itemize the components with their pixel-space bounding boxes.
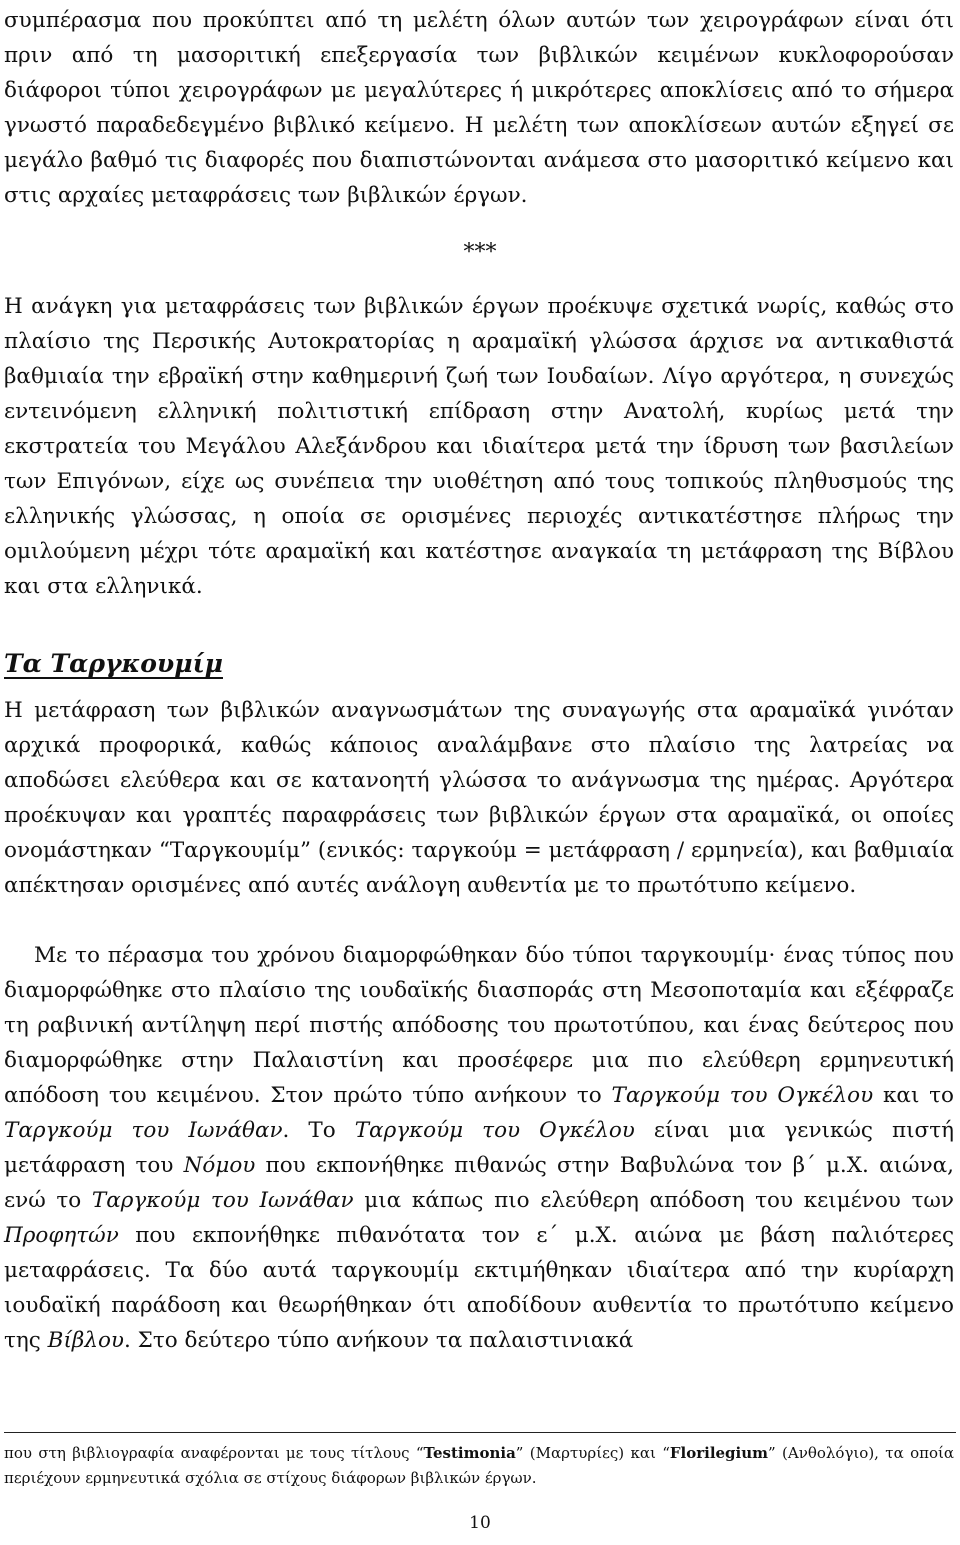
text-run: είναι μια γενικώς πιστή μετάφραση του [4, 1118, 954, 1178]
section-heading: Τα Ταργκουμίμ [4, 649, 223, 678]
italic-title-onkelos: Ταργκούμ του Ογκέλου [354, 1118, 635, 1143]
italic-title-jonathan: Ταργκούμ του Ιωνάθαν [91, 1188, 354, 1213]
text-run: μια κάπως πιο ελεύθερη απόδοση του κειμένου των [353, 1188, 955, 1213]
paragraph-targum-origin: Η μετάφραση των βιβλικών αναγνωσμάτων της συναγωγής στα αραμαϊκά γινόταν αρχικά προφορικά, καθώς κάποιος αναλάμβανε στο πλαίσιο της λατρείας να αποδώσει ελεύθερα και σε κατανοητή γλώσσα το ανάγνωσμα της ημέρας. Αργότερα προέκυψαν και γραπτές παραφράσεις των βιβλικών έργων στα αραμαϊκά, οι οποίες ονομάστηκαν “Ταργκουμίμ” (ενικός: ταργκούμ = μετάφραση / ερμηνεία), και βαθμιαία απέκτησαν ορισμένες από αυτές ανάλογη αυθεντία με το πρωτότυπο κείμενο. [4, 698, 954, 898]
footnote-term-testimonia: Testimonia [423, 1444, 516, 1462]
italic-title-law: Νόμου [183, 1153, 256, 1178]
section-separator: *** [463, 240, 497, 265]
footnote-term-florilegium: Florilegium [669, 1444, 769, 1462]
footnote-text: ” (Ανθολόγιο), τα οποία περιέχουν ερμηνευτικά σχόλια σε στίχους διάφορων βιβλικών έργων. [4, 1444, 954, 1487]
text-run: . Στο δεύτερο τύπο ανήκουν τα παλαιστινιακά [123, 1328, 634, 1353]
footnote-text: που στη βιβλιογραφία αναφέρονται με τους τίτλους “ [4, 1444, 424, 1462]
text-run: Με το πέρασμα του χρόνου διαμορφώθηκαν δύο τύποι ταργκουμίμ· ένας τύπος που διαμορφώθηκε στο πλαίσιο της ιουδαϊκής διασποράς στη Μεσοποταμία και εξέφραζε τη ραβινική αντίληψη περί πιστής απόδοσης του πρωτοτύπου, και ένας δεύτερος που διαμορφώθηκε στην Παλαιστίνη και προσέφερε μια πιο ελεύθερη ερμηνευτική απόδοση του κειμένου. Στον πρώτο τύπο ανήκουν το [4, 943, 954, 1108]
italic-title-prophets: Προφητών [4, 1223, 119, 1248]
page-number: 10 [469, 1513, 491, 1533]
paragraph-translation-need: Η ανάγκη για μεταφράσεις των βιβλικών έργων προέκυψε σχετικά νωρίς, καθώς στο πλαίσιο της Περσικής Αυτοκρατορίας η αραμαϊκή γλώσσα άρχισε να αντικαθιστά βαθμιαία την εβραϊκή στην καθημερινή ζωή των Ιουδαίων. Λίγο αργότερα, η συνεχώς εντεινόμενη ελληνική πολιτιστική επίδραση στην Ανατολή, κυρίως μετά την εκστρατεία του Μεγάλου Αλεξάνδρου και ιδιαίτερα μετά την ίδρυση των βασιλείων των Επιγόνων, είχε ως συνέπεια την υιοθέτηση από τους τοπικούς πληθυσμούς της ελληνικής γλώσσας, η οποία σε ορισμένες περιοχές αντικατέστησε πλήρως την ομιλούμενη μέχρι τότε αραμαϊκή και κατέστησε αναγκαία τη μετάφραση της Βίβλου και στα ελληνικά. [4, 294, 954, 599]
footnote-text: ” (Μαρτυρίες) και “ [515, 1444, 670, 1462]
paragraph-manuscripts-conclusion: συμπέρασμα που προκύπτει από τη μελέτη όλων αυτών των χειρογράφων είναι ότι πριν από τη μασοριτική επεξεργασία των βιβλικών κειμένων κυκλοφορούσαν διάφοροι τύποι χειρογράφων με μεγαλύτερες ή μικρότερες αποκλίσεις από το σήμερα γνωστό παραδεδεγμένο βιβλικό κείμενο. Η μελέτη των αποκλίσεων αυτών εξηγεί σε μεγάλο βαθμό τις διαφορές που διαπιστώνονται ανάμεσα στο μασοριτικό κείμενο και στις αρχαίες μεταφράσεις των βιβλικών έργων. [4, 8, 954, 208]
text-run: που εκπονήθηκε πιθανότατα τον ε΄ μ.Χ. αιώνα με βάση παλιότερες μεταφράσεις. Τα δύο αυτά ταργκουμίμ εκτιμήθηκαν ιδιαίτερα από την κυρίαρχη ιουδαϊκή παράδοση και θεωρήθηκαν ότι αποδίδουν αυθεντία το πρωτότυπο κείμενο της [4, 1223, 954, 1353]
italic-title-jonathan: Ταργκούμ του Ιωνάθαν [4, 1118, 283, 1143]
footnote [4, 1441, 954, 1491]
text-run: που εκπονήθηκε πιθανώς στην Βαβυλώνα τον β΄ μ.Χ. αιώνα, ενώ το [4, 1153, 954, 1213]
paragraph-targum-types [4, 938, 954, 1358]
italic-title-onkelos: Ταργκούμ του Ογκέλου [611, 1083, 874, 1108]
footnote-divider [4, 1432, 956, 1433]
text-run: και το [873, 1083, 955, 1108]
text-run: . Το [282, 1118, 355, 1143]
italic-title-bible: Βίβλου [47, 1328, 124, 1353]
